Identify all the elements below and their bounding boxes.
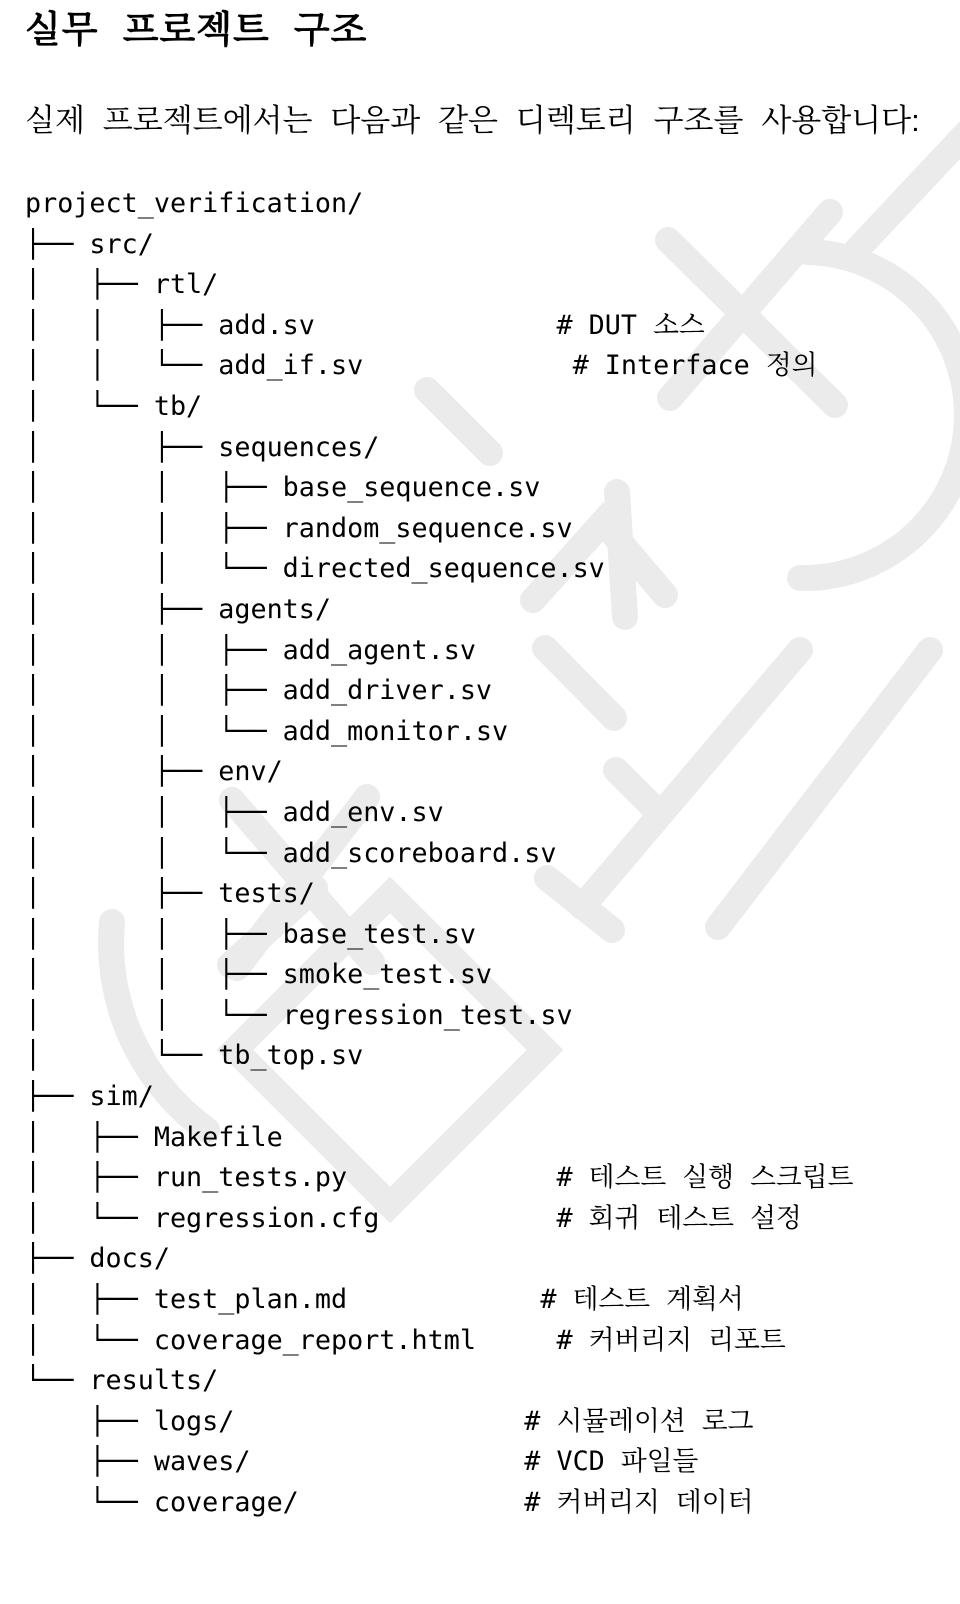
tree-line: │ ├── rtl/ — [25, 269, 219, 301]
tree-line: │ ├── Makefile — [25, 1121, 283, 1153]
tree-line: │ ├── sequences/ — [25, 431, 380, 463]
tree-line: project_verification/ — [25, 188, 364, 219]
tree-line: │ └── tb_top.sv — [25, 1040, 364, 1072]
tree-line: │ │ ├── add_env.sv — [25, 796, 444, 828]
tree-line: │ ├── run_tests.py # 테스트 실행 스크립트 — [25, 1162, 854, 1194]
tree-line: ├── logs/ # 시뮬레이션 로그 — [25, 1405, 754, 1437]
tree-line: │ │ └── regression_test.sv — [25, 999, 573, 1031]
tree-line: │ │ ├── random_sequence.sv — [25, 512, 573, 544]
directory-tree — [25, 184, 853, 1524]
tree-line: │ ├── agents/ — [25, 593, 331, 625]
page-title: 실무 프로젝트 구조 — [25, 9, 368, 50]
tree-line: │ │ └── add_monitor.sv — [25, 715, 509, 747]
tree-line: │ │ ├── base_sequence.sv — [25, 472, 541, 504]
tree-line: │ │ ├── add_driver.sv — [25, 675, 493, 707]
tree-line: │ ├── env/ — [25, 756, 283, 788]
tree-line: ├── waves/ # VCD 파일들 — [25, 1446, 699, 1478]
tree-line: │ └── coverage_report.html # 커버리지 리포트 — [25, 1324, 786, 1356]
tree-line: ├── src/ — [25, 228, 154, 260]
tree-line: ├── docs/ — [25, 1243, 170, 1275]
tree-line: │ └── regression.cfg # 회귀 테스트 설정 — [25, 1202, 802, 1234]
tree-line: └── results/ — [25, 1365, 219, 1397]
tree-line: │ │ ├── add.sv # DUT 소스 — [25, 309, 705, 341]
tree-line: │ │ ├── smoke_test.sv — [25, 959, 493, 991]
tree-line: │ │ └── add_if.sv # Interface 정의 — [25, 350, 818, 382]
tree-line: │ │ └── add_scoreboard.sv — [25, 837, 557, 869]
tree-line: ├── sim/ — [25, 1081, 154, 1113]
tree-line: │ ├── tests/ — [25, 878, 315, 910]
tree-line: │ └── tb/ — [25, 390, 203, 422]
tree-line: │ │ ├── add_agent.sv — [25, 634, 476, 666]
page-subtitle: 실제 프로젝트에서는 다음과 같은 디렉토리 구조를 사용합니다: — [25, 103, 920, 138]
tree-line: │ ├── test_plan.md # 테스트 계획서 — [25, 1284, 744, 1316]
tree-line: │ │ └── directed_sequence.sv — [25, 553, 605, 585]
tree-line: │ │ ├── base_test.sv — [25, 918, 476, 950]
tree-line: └── coverage/ # 커버리지 데이터 — [25, 1487, 754, 1518]
